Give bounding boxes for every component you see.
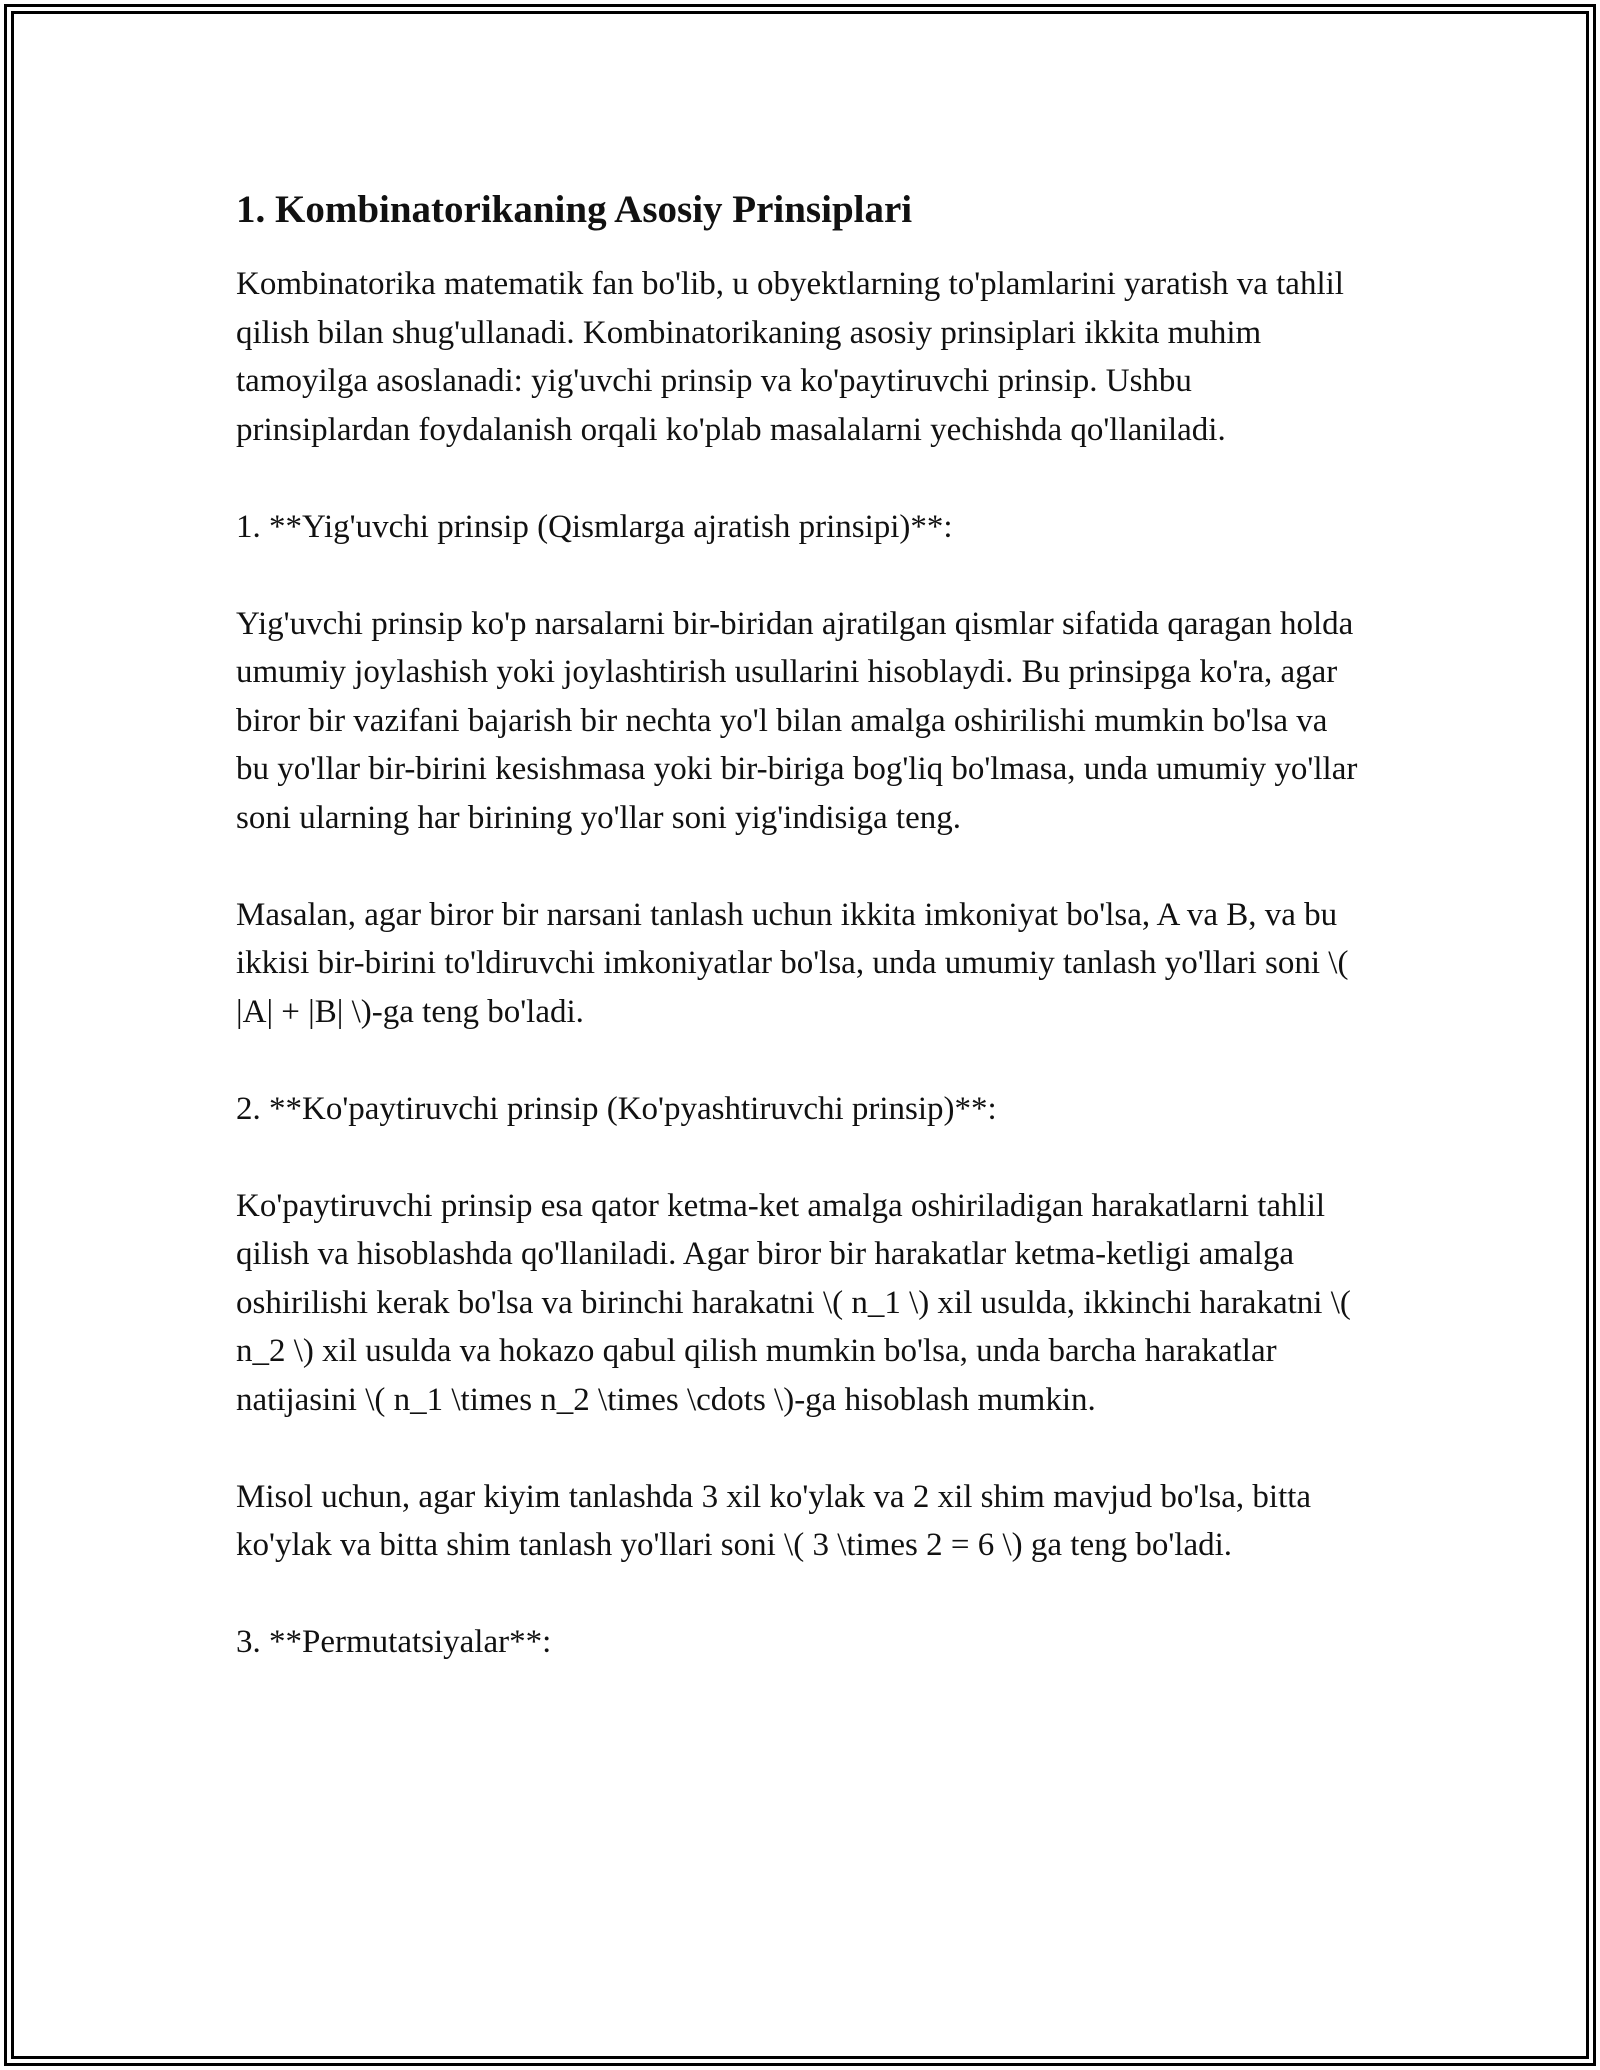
section-heading-multiplicative-principle: 2. **Ko'paytiruvchi prinsip (Ko'pyashtiruvchi prinsip)**: [236,1090,997,1127]
additive-principle-paragraph: Yig'uvchi prinsip ko'p narsalarni bir-biridan ajratilgan qismlar sifatida qaragan holda umumiy joylashish yoki joylashtirish usullarini hisoblaydi. Bu prinsipga ko'ra, agar biror bir vazifani bajarish bir nechta yo'l bilan amalga oshirilishi mumkin bo'lsa va bu yo'llar bir-birini kesishmasa yoki bir-biriga bog'liq bo'lmasa, unda umumiy yo'llar soni ularning har birining yo'llar soni yig'indisiga teng. [236,605,1358,836]
section-heading-additive-principle: 1. **Yig'uvchi prinsip (Qismlarga ajratish prinsipi)**: [236,508,953,545]
additive-example-paragraph: Masalan, agar biror bir narsani tanlash uchun ikkita imkoniyat bo'lsa, A va B, va bu ikkisi bir-birini to'ldiruvchi imkoniyatlar bo'lsa, unda umumiy tanlash yo'llari soni \( |A| + |B| \)-ga teng bo'ladi. [236,896,1349,1030]
document-body [236,186,1368,1667]
page-title: 1. Kombinatorikaning Asosiy Prinsiplari [236,188,913,231]
section-heading-permutations: 3. **Permutatsiyalar**: [236,1624,552,1660]
intro-paragraph: Kombinatorika matematik fan bo'lib, u obyektlarning to'plamlarini yaratish va tahlil qilish bilan shug'ullanadi. Kombinatorikaning asosiy prinsiplari ikkita muhim tamoyilga asoslanadi: yig'uvchi prinsip va ko'paytiruvchi prinsip. Ushbu prinsiplardan foydalanish orqali ko'plab masalalarni yechishda qo'llaniladi. [236,266,1344,448]
multiplicative-principle-paragraph: Ko'paytiruvchi prinsip esa qator ketma-ket amalga oshiriladigan harakatlarni tahlil qilish va hisoblashda qo'llaniladi. Agar biror bir harakatlar ketma-ketligi amalga oshirilishi kerak bo'lsa va birinchi harakatni \( n_1 \) xil usulda, ikkinchi harakatni \( n_2 \) xil usulda va hokazo qabul qilish mumkin bo'lsa, unda barcha harakatlar natijasini \( n_1 \times n_2 \times \cdots \)-ga hisoblash mumkin. [236,1187,1351,1418]
multiplicative-example-paragraph: Misol uchun, agar kiyim tanlashda 3 xil ko'ylak va 2 xil shim mavjud bo'lsa, bitta ko'ylak va bitta shim tanlash yo'llari soni \( 3 \times 2 = 6 \) ga teng bo'ladi. [236,1478,1312,1563]
